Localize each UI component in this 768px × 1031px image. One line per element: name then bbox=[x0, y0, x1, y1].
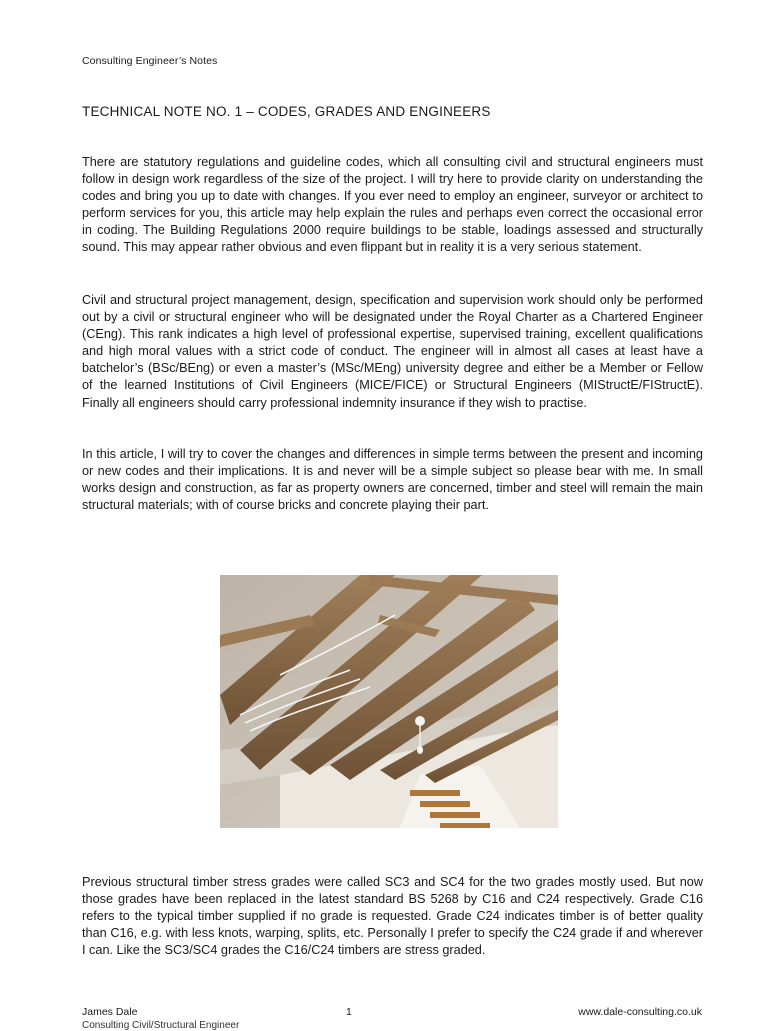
timber-ceiling-photo bbox=[220, 575, 558, 828]
paragraph-codes-changes: In this article, I will try to cover the changes and differences in simple terms between the present and incoming or new codes and their implications. It is and never will be a simple subject so please bear with me. In small works design and construction, as far as property owners are concerned, timber and steel will remain the main structural materials; with of course bricks and concrete playing their part. bbox=[82, 447, 703, 513]
paragraph-timber-grades: Previous structural timber stress grades were called SC3 and SC4 for the two grades mostly used. But now those grades have been replaced in the latest standard BS 5268 by C16 and C24 respectively. Grade C16 refers to the typical timber supplied if no grade is requested. Grade C24 indicates timber is of better quality than C16, e.g. with less knots, warping, splits, etc. Personally I prefer to specify the C24 grade if and wherever I can. Like the SC3/SC4 grades the C16/C24 timbers are stress graded. bbox=[82, 875, 703, 958]
paragraph-intro: There are statutory regulations and guideline codes, which all consulting civil and structural engineers must follow in design work regardless of the size of the project. I will try here to provide clarity on understanding the codes and bring you up to date with changes. If you ever need to employ an engineer, surveyor or architect to perform services for you, this article may help explain the rules and perhaps even correct the occasional error in coding. The Building Regulations 2000 require buildings to be stable, loadings assessed and structurally sound. This may appear rather obvious and even flippant but in reality it is a very serious statement. bbox=[82, 155, 703, 255]
footer-website: www.dale-consulting.co.uk bbox=[578, 1006, 702, 1018]
paragraph-chartered-engineer: Civil and structural project management, design, specification and supervision work should only be performed out by a civil or structural engineer who will be designated under the Royal Charter as a Chartered Engineer (CEng). This rank indicates a high level of professional expertise, supervised training, excellent qualifications and high moral values with a strict code of conduct. The engineer will in almost all cases at least have a batchelor’s (BSc/BEng) or even a master’s (MSc/MEng) university degree and either be a Member or Fellow of the learned Institutions of Civil Engineers (MICE/FICE) or Structural Engineers (MIStructE/FIStructE). Finally all engineers should carry professional indemnity insurance if they wish to practise. bbox=[82, 293, 703, 410]
footer-author: James Dale bbox=[82, 1006, 138, 1018]
footer-page-number: 1 bbox=[346, 1006, 352, 1018]
footer-subtitle: Consulting Civil/Structural Engineer bbox=[82, 1020, 240, 1031]
running-header: Consulting Engineer’s Notes bbox=[82, 55, 218, 67]
document-title: TECHNICAL NOTE NO. 1 – CODES, GRADES AND ENGINEERS bbox=[82, 104, 491, 119]
